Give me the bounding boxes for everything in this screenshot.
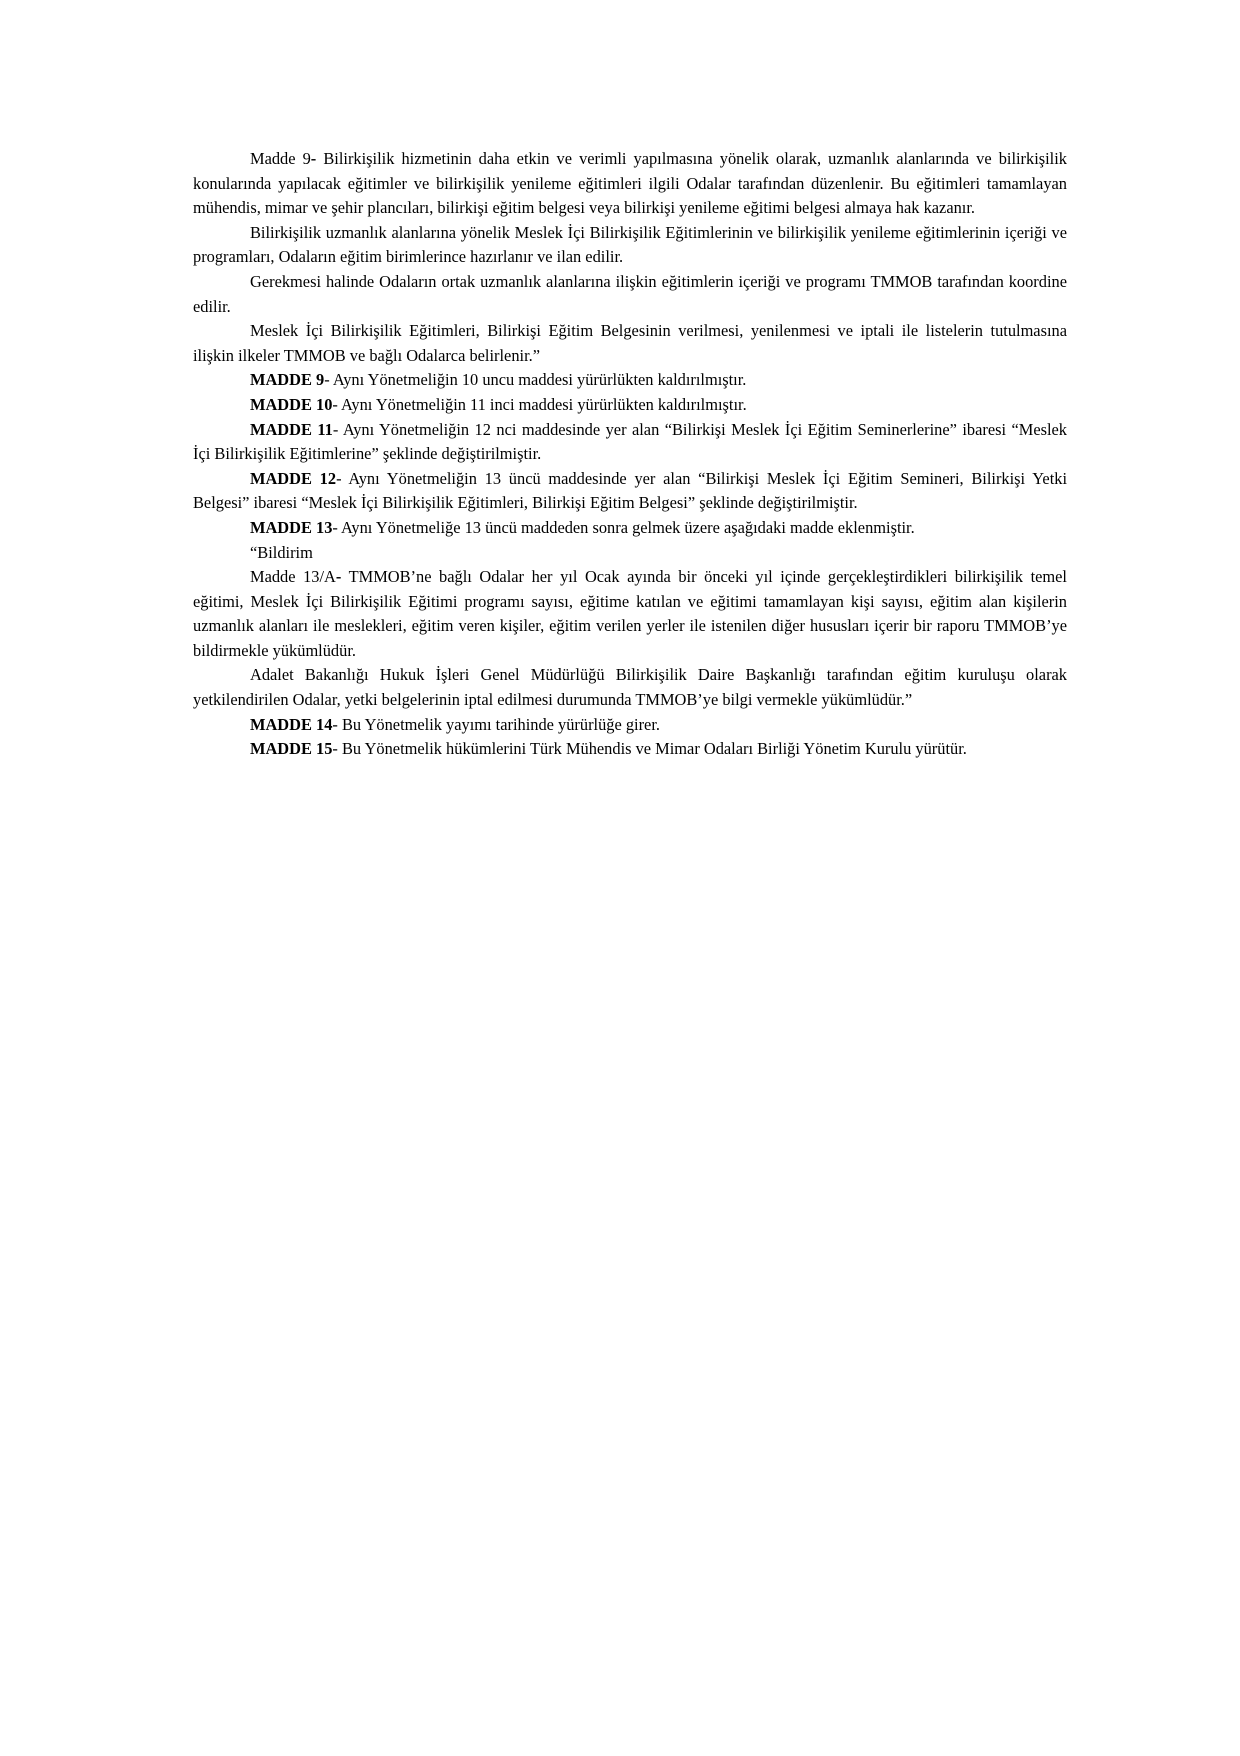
- paragraph-text: Gerekmesi halinde Odaların ortak uzmanlık alanlarına ilişkin eğitimlerin içeriği ve programı TMMOB tarafından koordine edilir.: [193, 271, 1067, 316]
- article-heading: MADDE 10: [250, 394, 333, 414]
- paragraph-text: “Bildirim: [250, 542, 313, 562]
- paragraph-madde-12: [193, 467, 1067, 516]
- article-heading: MADDE 14: [250, 714, 333, 734]
- paragraph-text: TMMOB’ne bağlı Odalar her yıl Ocak ayında bir önceki yıl içinde gerçekleştirdikleri bilirkişilik temel eğitimi, Meslek İçi Bilirkişilik Eğitimi programı sayısı, eğitime katılan ve eğitimi tamamlayan kişi sayısı, eğitim alan kişilerin uzmanlık alanları ile meslekleri, eğitim veren kişiler, eğitim verilen yerler ile istenilen diğer hususları içerir bir raporu TMMOB’ye bildirmekle yükümlüdür.: [193, 567, 1067, 660]
- paragraph-text: Meslek İçi Bilirkişilik Eğitimleri, Bilirkişi Eğitim Belgesinin verilmesi, yenilenmesi ve iptali ile listelerin tutulmasına ilişkin ilkeler TMMOB ve bağlı Odalarca belirlenir.”: [193, 321, 1067, 365]
- article-heading: MADDE 12: [250, 468, 337, 488]
- paragraph-madde-13a: [193, 565, 1067, 663]
- paragraph-madde-11: [193, 418, 1067, 467]
- paragraph-text: Bilirkişilik hizmetinin daha etkin ve verimli yapılmasına yönelik olarak, uzmanlık alanlarında ve bilirkişilik konularında yapılacak eğitimler ve bilirkişilik yenileme eğitimleri ilgili Odalar tarafından düzenlenir. Bu eğitimleri tamamlayan mühendis, mimar ve şehir plancıları, bilirkişi eğitim belgesi veya bilirkişi yenileme eğitimi belgesi almaya hak kazanır.: [193, 149, 1067, 218]
- paragraph-madde-15: [193, 737, 1067, 762]
- paragraph-madde-10: [193, 393, 1067, 418]
- paragraph-adalet-bakanligi: [193, 663, 1067, 712]
- paragraph-text: Bilirkişilik uzmanlık alanlarına yönelik Meslek İçi Bilirkişilik Eğitimlerinin ve bilirkişilik yenileme eğitimlerinin içeriği ve programları, Odaların eğitim birimlerince hazırlanır ve ilan edilir.: [193, 222, 1067, 267]
- paragraph-text: - Bu Yönetmelik yayımı tarihinde yürürlüğe girer.: [332, 714, 660, 734]
- article-heading: MADDE 15: [250, 739, 333, 759]
- paragraph-ilkeler: [193, 319, 1067, 368]
- article-heading: Madde 9: [250, 149, 311, 168]
- paragraph-uzmanlik-alanlari: [193, 221, 1067, 270]
- paragraph-bildirim: [193, 541, 1067, 566]
- article-heading: MADDE 13: [250, 517, 333, 537]
- paragraph-madde-9-text: [193, 147, 1067, 221]
- paragraph-text: - Aynı Yönetmeliğe 13 üncü maddeden sonra gelmek üzere aşağıdaki madde eklenmiştir.: [332, 517, 915, 537]
- paragraph-text: - Aynı Yönetmeliğin 12 nci maddesinde yer alan “Bilirkişi Meslek İçi Eğitim Seminerlerine” ibaresi “Meslek İçi Bilirkişilik Eğitimlerine” şeklinde değiştirilmiştir.: [193, 419, 1067, 464]
- article-heading: MADDE 9: [250, 370, 325, 390]
- paragraph-madde-14: [193, 713, 1067, 738]
- paragraph-text: - Aynı Yönetmeliğin 11 inci maddesi yürürlükten kaldırılmıştır.: [332, 394, 747, 414]
- article-heading: MADDE 11: [250, 419, 333, 439]
- article-heading-dash: -: [310, 149, 317, 168]
- paragraph-madde-13: [193, 516, 1067, 541]
- paragraph-text: - Aynı Yönetmeliğin 13 üncü maddesinde yer alan “Bilirkişi Meslek İçi Eğitim Semineri, Bilirkişi Yetki Belgesi” ibaresi “Meslek İçi Bilirkişilik Eğitimleri, Bilirkişi Eğitim Belgesi” şeklinde değiştirilmiştir.: [193, 468, 1068, 513]
- paragraph-text: - Aynı Yönetmeliğin 10 uncu maddesi yürürlükten kaldırılmıştır.: [324, 370, 747, 390]
- document-body: [193, 147, 1067, 762]
- paragraph-text: - Bu Yönetmelik hükümlerini Türk Mühendis ve Mimar Odaları Birliği Yönetim Kurulu yürütür.: [332, 739, 967, 759]
- paragraph-madde-9: [193, 368, 1067, 393]
- article-heading: Madde 13/A: [250, 567, 336, 587]
- paragraph-koordinasyon: [193, 270, 1067, 319]
- article-heading-dash: -: [335, 567, 342, 587]
- paragraph-text: Adalet Bakanlığı Hukuk İşleri Genel Müdürlüğü Bilirkişilik Daire Başkanlığı tarafından eğitim kuruluşu olarak yetkilendirilen Odalar, yetki belgelerinin iptal edilmesi durumunda TMMOB’ye bilgi vermekle yükümlüdür.”: [193, 665, 1067, 710]
